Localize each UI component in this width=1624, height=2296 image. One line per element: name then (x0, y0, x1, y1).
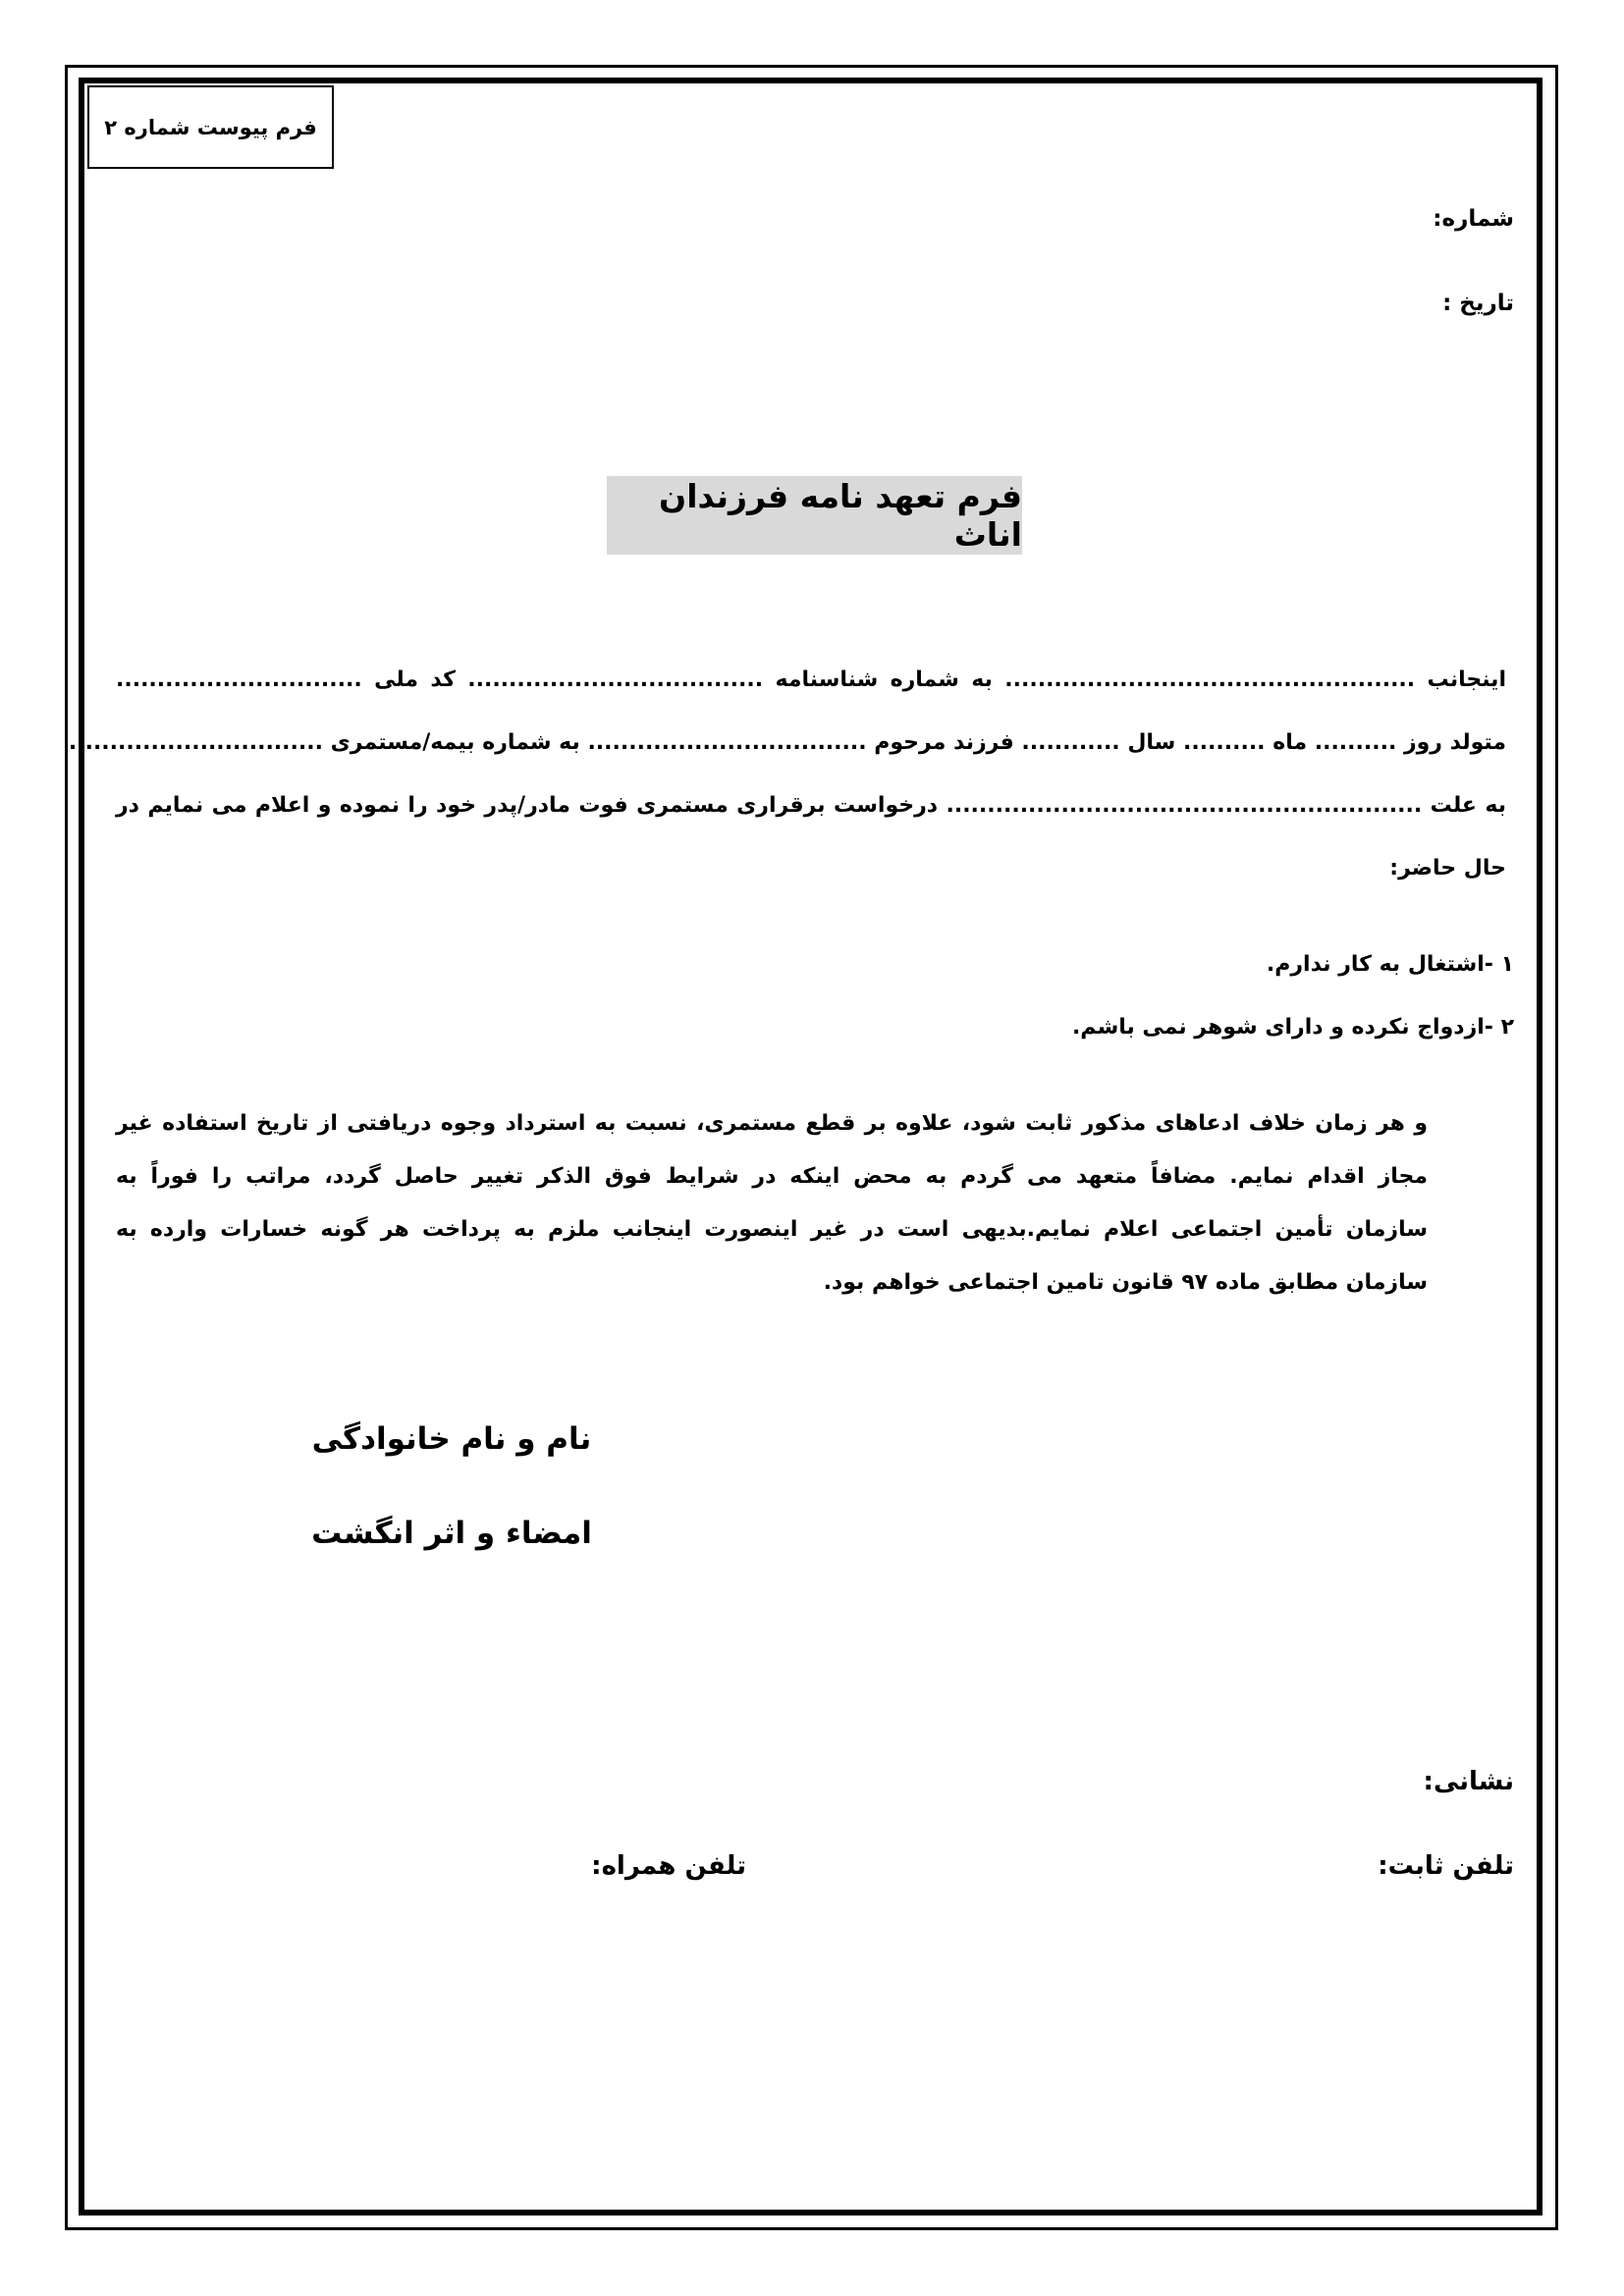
paragraph-line: اینجانب .................................................. به شماره شناسنامه .................................... کد ملی .............................. (116, 667, 1506, 692)
name-field-label: نام و نام خانوادگی (311, 1421, 592, 1457)
paragraph-line: مجاز اقدام نمایم. مضافاً متعهد می گردم به محض اینکه در شرایط فوق الذکر تغییر حاصل گردد، مراتب را فوراً به (116, 1164, 1428, 1189)
address-label: نشانی: (1423, 1767, 1514, 1796)
attachment-label-box (87, 85, 334, 169)
paragraph-line: متولد روز .......... ماه .......... سال ............ فرزند مرحوم .................................. به شماره بیمه/مستمری ............................... (68, 730, 1506, 755)
paragraph-line: به علت .......................................................... درخواست برقراری مستمری فوت مادر/پدر خود را نموده و اعلام می نمایم در (116, 793, 1506, 818)
paragraph-line: سازمان مطابق ماده ۹۷ قانون تامین اجتماعی خواهم بود. (823, 1270, 1428, 1295)
page-border-inner (68, 78, 1543, 2216)
paragraph-line: و هر زمان خلاف ادعاهای مذکور ثابت شود، علاوه بر قطع مستمری، نسبت به استرداد وجوه دریافتی از تاریخ استفاده غیر (116, 1111, 1428, 1136)
signature-field-label: امضاء و اثر انگشت (311, 1516, 592, 1551)
form-title (607, 476, 1022, 555)
mobile-label: تلفن همراه: (591, 1851, 746, 1881)
list-item: ۲ -ازدواج نکرده و دارای شوهر نمی باشم. (1071, 1015, 1514, 1040)
attachment-label: فرم پیوست شماره ۲ (104, 115, 317, 139)
paragraph-line: حال حاضر: (1389, 856, 1506, 881)
number-label: شماره: (1433, 206, 1514, 232)
list-item: ۱ -اشتغال به کار ندارم. (1266, 952, 1514, 977)
form-title-text: فرم تعهد نامه فرزندان اناث (659, 477, 1022, 554)
landline-label: تلفن ثابت: (1378, 1851, 1514, 1881)
date-label: تاریخ : (1442, 291, 1514, 316)
paragraph-line: سازمان تأمین اجتماعی اعلام نمایم.بدیهی است در غیر اینصورت اینجانب ملزم به پرداخت هر گونه خسارات وارده به (116, 1217, 1428, 1242)
